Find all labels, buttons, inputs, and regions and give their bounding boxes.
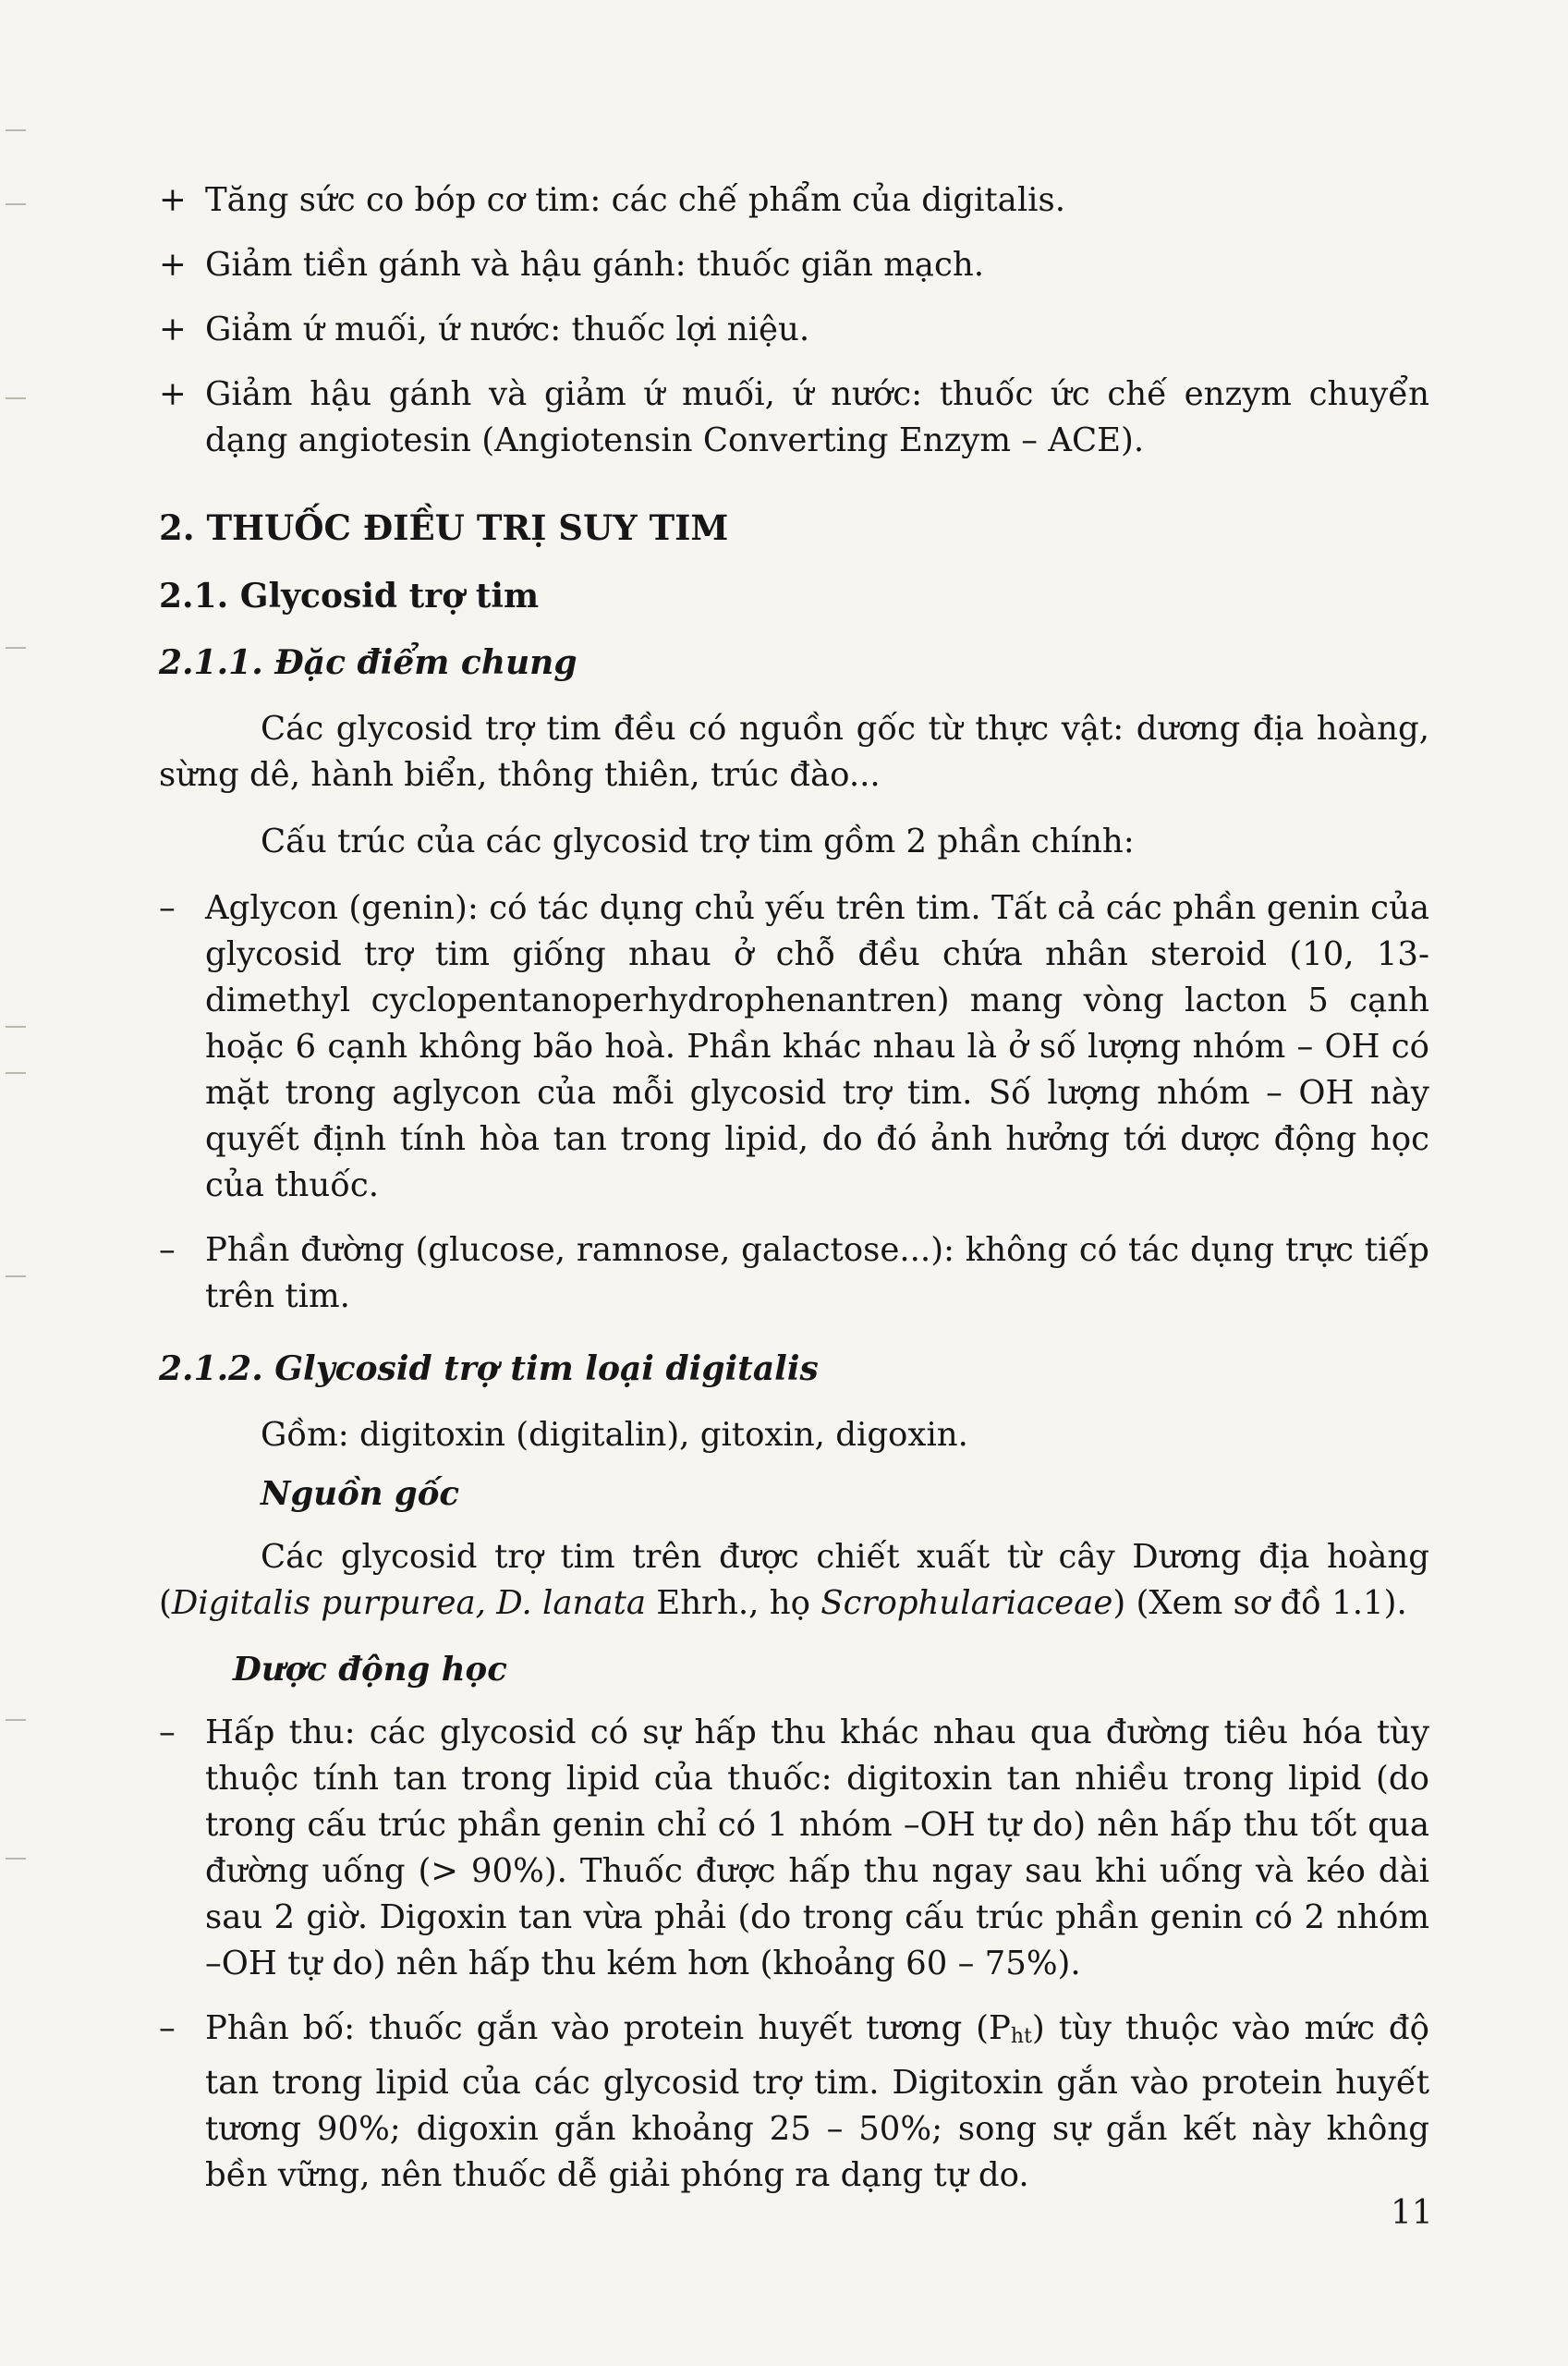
- subscript-ht: ht: [1010, 2025, 1032, 2048]
- bullet-marker: +: [159, 311, 187, 348]
- bullet-marker: +: [159, 246, 187, 284]
- dash-marker: –: [159, 2009, 176, 2047]
- dash-text: Phần đường (glucose, ramnose, galactose...): không có tác dụng trực tiếp trên tim.: [205, 1231, 1429, 1315]
- bullet-text: Giảm hậu gánh và giảm ứ muối, ứ nước: thuốc ức chế enzym chuyển dạng angiotesin (Angiotensin Converting Enzym – ACE).: [205, 375, 1429, 459]
- bullet-marker: +: [159, 181, 187, 219]
- bullet-text: Giảm tiền gánh và hậu gánh: thuốc giãn mạch.: [205, 246, 985, 284]
- dash-item-absorption: [159, 1710, 1429, 1987]
- page-number: 11: [1391, 2194, 1433, 2232]
- section-heading: 2. THUỐC ĐIỀU TRỊ SUY TIM: [159, 507, 729, 548]
- dash-item-aglycon: [159, 885, 1429, 1209]
- dash-text: Phân bố: thuốc gắn vào protein huyết tương (Pht) tùy thuộc vào mức độ tan trong lipid của các glycosid trợ tim. Digitoxin gắn vào protein huyết tương 90%; digoxin gắn khoảng 25 – 50%; song sự gắn kết này không bền vững, nên thuốc dễ giải phóng ra dạng tự do.: [205, 2009, 1429, 2194]
- subheading-pharmacokinetics: Dược động học: [233, 1651, 507, 1689]
- bullet-item: [159, 242, 1429, 288]
- bullet-item: [159, 307, 1429, 353]
- bullet-text: Tăng sức co bóp cơ tim: các chế phẩm của digitalis.: [205, 181, 1066, 219]
- paragraph-origin: Các glycosid trợ tim đều có nguồn gốc từ thực vật: dương địa hoàng, sừng dê, hành biển, thông thiên, trúc đào...: [159, 710, 1429, 794]
- bullet-text: Giảm ứ muối, ứ nước: thuốc lợi niệu.: [205, 311, 810, 348]
- dash-text: Hấp thu: các glycosid có sự hấp thu khác nhau qua đường tiêu hóa tùy thuộc tính tan trong lipid của thuốc: digitoxin tan nhiều trong lipid (do trong cấu trúc phần genin chỉ có 1 nhóm –OH tự do) nên hấp thu tốt qua đường uống (> 90%). Thuốc được hấp thu ngay sau khi uống và kéo dài sau 2 giờ. Digoxin tan vừa phải (do trong cấu trúc phần genin có 2 nhóm –OH tự do) nên hấp thu kém hơn (khoảng 60 – 75%).: [205, 1714, 1429, 1982]
- subsubsection-heading-2-1-1: 2.1.1. Đặc điểm chung: [159, 643, 577, 682]
- dash-item-sugar: [159, 1227, 1429, 1320]
- subsection-heading: 2.1. Glycosid trợ tim: [159, 577, 540, 616]
- subheading-origin: Nguồn gốc: [261, 1475, 460, 1513]
- paragraph-structure: Cấu trúc của các glycosid trợ tim gồm 2 phần chính:: [261, 823, 1135, 860]
- dash-marker: –: [159, 1714, 176, 1751]
- paragraph-includes: Gồm: digitoxin (digitalin), gitoxin, digoxin.: [261, 1416, 968, 1454]
- latin-names: Digitalis purpurea, D. lanata: [171, 1584, 646, 1622]
- dash-marker: –: [159, 1231, 176, 1269]
- family-name: Scrophulariaceae: [820, 1584, 1113, 1622]
- bullet-item: [159, 372, 1429, 464]
- dash-marker: –: [159, 889, 176, 927]
- bullet-item: [159, 177, 1429, 224]
- bullet-marker: +: [159, 375, 187, 413]
- subsubsection-heading-2-1-2: 2.1.2. Glycosid trợ tim loại digitalis: [159, 1349, 819, 1388]
- paragraph-source: Các glycosid trợ tim trên được chiết xuất từ cây Dương địa hoàng (Digitalis purpurea, D. lanata Ehrh., họ Scrophulariaceae) (Xem sơ đồ 1.1).: [159, 1538, 1429, 1622]
- dash-item-distribution: [159, 2006, 1429, 2199]
- dash-text: Aglycon (genin): có tác dụng chủ yếu trên tim. Tất cả các phần genin của glycosid trợ tim giống nhau ở chỗ đều chứa nhân steroid (10, 13- dimethyl cyclopentanoperhydrophenantren) mang vòng lacton 5 cạnh hoặc 6 cạnh không bão hoà. Phần khác nhau là ở số lượng nhóm – OH có mặt trong aglycon của mỗi glycosid trợ tim. Số lượng nhóm – OH này quyết định tính hòa tan trong lipid, do đó ảnh hưởng tới dược động học của thuốc.: [205, 889, 1429, 1204]
